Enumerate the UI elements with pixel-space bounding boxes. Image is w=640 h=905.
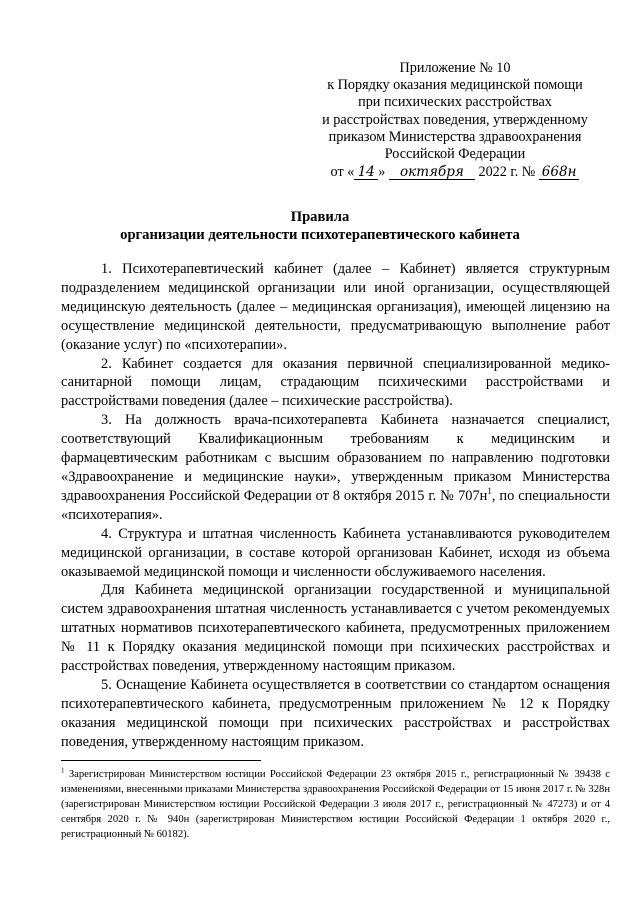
paragraph-2: 2. Кабинет создается для оказания первичной специализированной медико-санитарной помощи лицам, страдающим психическими расстройствами и расстройствами поведения (далее – психические расстройства). — [61, 355, 610, 410]
paragraph-3-text: 3. На должность врача-психотерапевта Кабинета назначается специалист, соответствующий Квалификационным требованиям к медицинским и фармацевтическим работникам с высшим образованием по направлению подготовки «Здравоохранение и медицинские науки», утвержденным приказом Министерства здравоохранения Российской Федерации от 8 октября 2015 г. № 707н — [61, 412, 610, 504]
title-line-2: организации деятельности психотерапевтического кабинета — [120, 227, 520, 243]
paragraph-4: 4. Структура и штатная численность Кабинета устанавливаются руководителем медицинской организации, в составе которой организован Кабинет, исходя из объема оказываемой медицинской помощи и численности обслуживаемого населения. — [61, 525, 610, 580]
footnote — [61, 768, 610, 843]
year-text: 2022 г. № — [478, 164, 536, 181]
paragraph-6: 5. Оснащение Кабинета осуществляется в соответствии со стандартом оснащения психотерапевтического кабинета, предусмотренным приложением № 12 к Порядку оказания медицинской помощи при психических расстройствах и расстройствах поведения, утвержденному настоящим приказом. — [61, 676, 610, 750]
handwritten-order-number: 668н — [539, 165, 580, 180]
paragraph-3 — [61, 411, 610, 524]
footnote-reference[interactable]: 1 — [487, 486, 492, 497]
paragraph-5: Для Кабинета медицинской организации государственной и муниципальной систем здравоохранения штатная численность устанавливается с учетом рекомендуемых штатных нормативов психотерапевтического кабинета, предусмотренных приложением № 11 к Порядку оказания медицинской помощи при психических расстройствах и расстройствах поведения, утвержденному настоящим приказом. — [61, 582, 610, 675]
date-prefix: от « — [330, 164, 355, 181]
annex-header — [300, 60, 610, 181]
annex-number: Приложение № 10 — [399, 60, 511, 76]
footnote-1 — [61, 768, 610, 843]
annex-line: и расстройствах поведения, утвержденному — [322, 111, 588, 128]
footnote-separator — [61, 760, 261, 761]
annex-line: при психических расстройствах — [358, 94, 552, 111]
annex-line: Российской Федерации — [384, 146, 526, 163]
title-line-1: Правила — [290, 209, 350, 225]
date-mid: » — [378, 164, 386, 181]
annex-line: приказом Министерства здравоохранения — [328, 128, 582, 145]
document-title — [40, 208, 600, 244]
handwritten-month: октября — [389, 165, 475, 180]
paragraph-3-end: , по специальности «психотерапия». — [61, 487, 610, 523]
document-body — [61, 260, 610, 752]
annex-line: к Порядку оказания медицинской помощи — [327, 77, 583, 94]
handwritten-day: 14 — [354, 165, 378, 180]
order-date-line — [300, 164, 610, 181]
footnote-text: Зарегистрирован Министерством юстиции Российской Федерации 23 октября 2015 г., регистрационный № 39438 с изменениями, внесенными приказами Министерства здравоохранения Российской Федерации от 15 июня 2017 г. № 328н (зарегистрирован Министерством юстиции Российской Федерации 3 июля 2017 г., регистрационный № 47273) и от 4 сентября 2020 г. № 940н (зарегистрирован Министерством юстиции Российской Федерации 1 октября 2020 г., регистрационный № 60182). — [61, 769, 610, 840]
footnote-marker: 1 — [61, 766, 65, 775]
paragraph-1: 1. Психотерапевтический кабинет (далее – Кабинет) является структурным подразделением медицинской организации или иной организации, осуществляющей медицинскую деятельность (далее – медицинская организация), имеющей лицензию на осуществление медицинской деятельности, предусматривающую выполнение работ (оказание услуг) по «психотерапии». — [61, 261, 610, 353]
